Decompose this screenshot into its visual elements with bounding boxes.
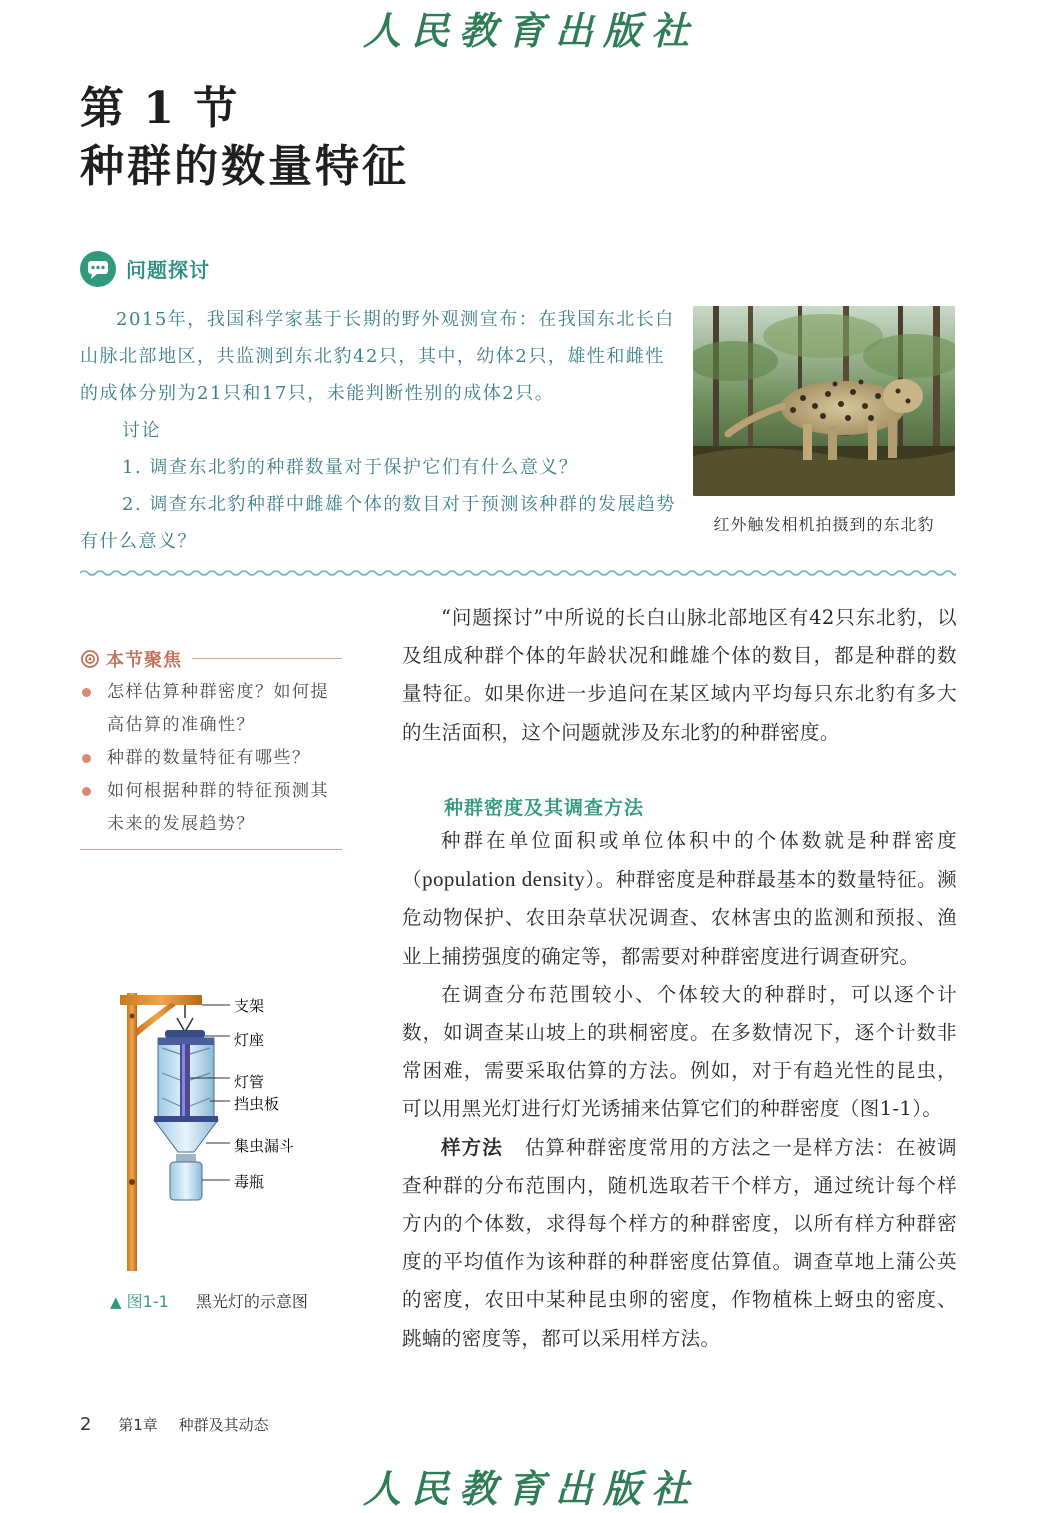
intro-text bbox=[402, 599, 957, 752]
section-title: 种群的数量特征 bbox=[80, 141, 409, 192]
target-icon bbox=[80, 649, 100, 669]
section-number: 第 1 节 bbox=[80, 83, 240, 134]
caption-triangle-icon: ▲ bbox=[110, 1293, 122, 1311]
focus-item bbox=[80, 775, 342, 841]
leopard-photo-caption: 红外触发相机拍摄到的东北豹 bbox=[713, 515, 935, 534]
publisher-logo-top: 人民教育出版社 bbox=[362, 8, 699, 53]
question-discussion-block bbox=[80, 301, 682, 560]
question-2: 2. 调查东北豹种群中雌雄个体的数目对于预测该种群的发展趋势有什么意义？ bbox=[80, 494, 676, 552]
focus-header bbox=[80, 646, 342, 672]
label-lamp-holder: 灯座 bbox=[234, 1031, 265, 1049]
density-p1-part-b: ）。种群密度是种群最基本的数量特征。濒危动物保护、农田杂草状况调查、农林害虫的监测和预报、渔业上捕捞强度的确定等，都需要对种群密度进行调查研究。 bbox=[402, 868, 958, 968]
focus-item bbox=[80, 676, 342, 742]
focus-title: 本节聚焦 bbox=[106, 650, 182, 671]
bullet-dot bbox=[82, 754, 91, 763]
chapter-number: 第1章 bbox=[118, 1416, 158, 1434]
focus-list bbox=[80, 676, 342, 841]
label-bracket: 支架 bbox=[234, 997, 265, 1015]
focus-divider-line bbox=[192, 658, 342, 659]
black-light-trap-diagram bbox=[110, 988, 370, 1273]
focus-item-text: 怎样估算种群密度？如何提高估算的准确性？ bbox=[107, 682, 329, 735]
focus-item-text: 种群的数量特征有哪些？ bbox=[107, 748, 311, 768]
chapter-title: 种群及其动态 bbox=[178, 1416, 269, 1434]
figure-number: 图1-1 bbox=[126, 1292, 169, 1311]
english-term: population density bbox=[422, 867, 586, 892]
bullet-dot bbox=[82, 688, 91, 697]
page-number: 2 bbox=[80, 1414, 92, 1435]
density-section-heading: 种群密度及其调查方法 bbox=[444, 797, 645, 819]
page-footer bbox=[80, 1414, 269, 1435]
discussion-label: 讨论 bbox=[122, 420, 161, 441]
intro-paragraph: “问题探讨”中所说的长白山脉北部地区有42只东北豹，以及组成种群个体的年龄状况和雌雄个体的数目，都是种群的数量特征。如果你进一步追问在某区域内平均每只东北豹有多大的生活面积，这个问题就涉及东北豹的种群密度。 bbox=[402, 606, 957, 744]
label-funnel: 集虫漏斗 bbox=[234, 1137, 295, 1155]
focus-bottom-line bbox=[80, 849, 342, 850]
wave-divider bbox=[80, 566, 956, 580]
speech-bubble-icon bbox=[80, 251, 116, 287]
quadrat-method-term: 样方法 bbox=[441, 1135, 503, 1159]
figure-caption bbox=[110, 1289, 308, 1312]
question-1: 1. 调查东北豹的种群数量对于保护它们有什么意义？ bbox=[122, 457, 579, 478]
publisher-logo-bottom: 人民教育出版社 bbox=[362, 1466, 699, 1511]
bullet-dot bbox=[82, 787, 91, 796]
density-paragraph-1 bbox=[402, 822, 957, 976]
density-paragraph-2: 在调查分布范围较小、个体较大的种群时，可以逐个计数，如调查某山坡上的珙桐密度。在多数情况下，逐个计数非常困难，需要采取估算的方法。例如，对于有趋光性的昆虫，可以用黑光灯进行灯光诱捕来估算它们的种群密度（图1-1）。 bbox=[402, 982, 957, 1121]
label-baffle: 挡虫板 bbox=[234, 1095, 280, 1113]
density-p3-text: 估算种群密度常用的方法之一是样方法：在被调查种群的分布范围内，随机选取若干个样方，通过统计每个样方内的个体数，求得每个样方的种群密度，以所有样方种群密度的平均值作为该种群的种群密度估算值。调查草地上蒲公英的密度，农田中某种昆虫卵的密度，作物植株上蚜虫的密度、跳蝻的密度等，都可以采用样方法。 bbox=[402, 1135, 958, 1350]
question-paragraph: 2015年，我国科学家基于长期的野外观测宣布：在我国东北长白山脉北部地区，共监测到东北豹42只，其中，幼体2只，雄性和雌性的成体分别为21只和17只，未能判断性别的成体2只。 bbox=[80, 309, 675, 404]
density-p1-part-a: 种群在单位面积或单位体积中的个体数就是种群密度（ bbox=[402, 829, 957, 892]
leopard-photo bbox=[693, 306, 955, 496]
label-lamp-tube: 灯管 bbox=[234, 1073, 265, 1091]
label-poison-bottle: 毒瓶 bbox=[234, 1173, 265, 1191]
figure-caption-text: 黑光灯的示意图 bbox=[195, 1292, 308, 1311]
density-section-text bbox=[402, 822, 957, 1358]
focus-item-text: 如何根据种群的特征预测其未来的发展趋势？ bbox=[107, 781, 329, 834]
question-discussion-title: 问题探讨 bbox=[126, 258, 210, 282]
focus-item bbox=[80, 742, 342, 775]
density-paragraph-3 bbox=[402, 1129, 957, 1358]
